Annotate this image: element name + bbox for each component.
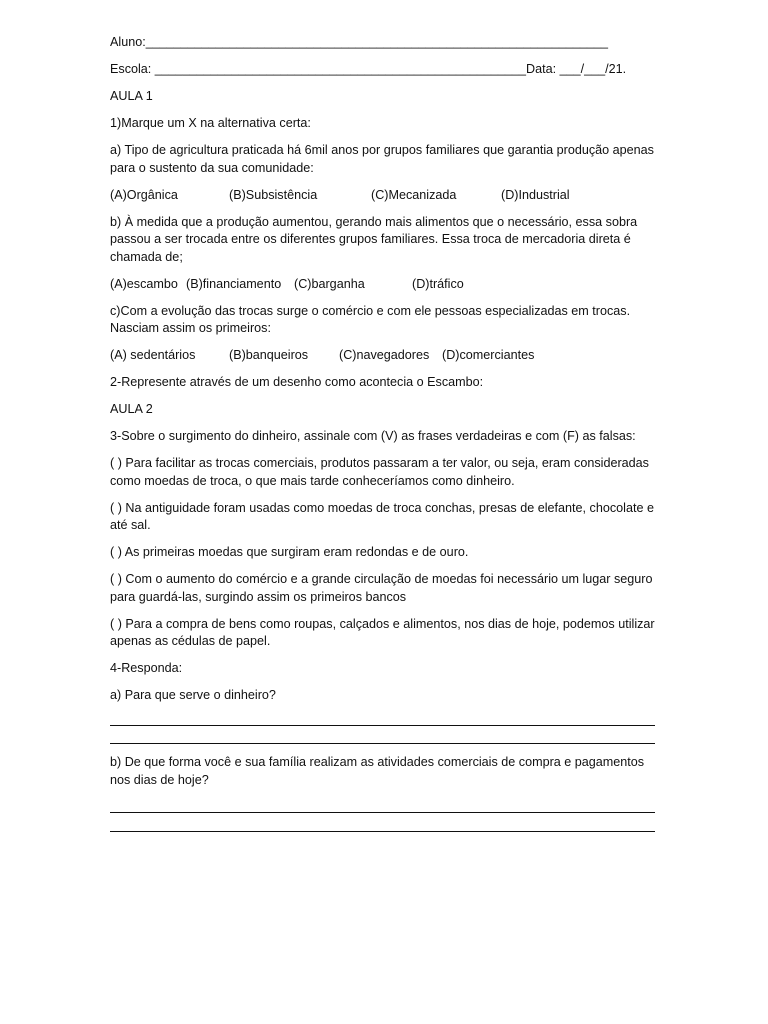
option-1a-c[interactable]: (C)Mecanizada [371, 187, 457, 202]
question-3-item-5[interactable]: ( ) Para a compra de bens como roupas, calçados e alimentos, nos dias de hoje, podemos utilizar apenas as cédulas de papel. [110, 616, 655, 648]
lesson-2-title: AULA 2 [110, 402, 153, 416]
option-1b-a[interactable]: (A)escambo [110, 276, 178, 291]
question-2-text: 2-Represente através de um desenho como acontecia o Escambo: [110, 375, 484, 389]
question-3-item-4[interactable]: ( ) Com o aumento do comércio e a grande circulação de moedas foi necessário um lugar seguro para guardá-las, surgindo assim os primeiros bancos [110, 572, 653, 604]
answer-line[interactable] [110, 708, 655, 726]
question-3-title: 3-Sobre o surgimento do dinheiro, assinale com (V) as frases verdadeiras e com (F) as falsas: [110, 429, 636, 443]
question-1b-options [110, 276, 658, 294]
worksheet-page [110, 34, 658, 842]
school-date-field[interactable]: Escola: _____________________________________________________Data: ___/___/21. [110, 62, 627, 76]
question-3-item-3[interactable]: ( ) As primeiras moedas que surgiram eram redondas e de ouro. [110, 545, 469, 559]
option-1c-d[interactable]: (D)comerciantes [442, 348, 535, 362]
question-4a-answer [110, 708, 658, 745]
question-1b-text: b) À medida que a produção aumentou, gerando mais alimentos que o necessário, essa sobra passou a ser trocada entre os diferentes grupos familiares. Essa troca de mercadoria direta é chamada de; [110, 214, 638, 264]
option-1a-a[interactable]: (A)Orgânica [110, 187, 178, 202]
question-1a-text: a) Tipo de agricultura praticada há 6mil anos por grupos familiares que garantia produção apenas para o sustento da sua comunidade: [110, 143, 654, 175]
question-4b-text: b) De que forma você e sua família realizam as atividades comerciais de compra e pagamentos nos dias de hoje? [110, 755, 645, 787]
option-1c-c[interactable]: (C)navegadores [339, 348, 430, 362]
question-1c-text: c)Com a evolução das trocas surge o comércio e com ele pessoas especializadas em trocas. Nasciam assim os primeiros: [110, 303, 631, 335]
question-4-title: 4-Responda: [110, 661, 183, 675]
option-1c-a[interactable]: (A) sedentários [110, 348, 196, 362]
option-1c-b[interactable]: (B)banqueiros [229, 348, 309, 362]
option-1b-c[interactable]: (C)barganha [294, 276, 365, 291]
lesson-1-title: AULA 1 [110, 89, 153, 103]
answer-line[interactable] [110, 726, 655, 745]
student-name-field[interactable]: Aluno:__________________________________________________________________ [110, 35, 608, 49]
option-1b-d[interactable]: (D)tráfico [412, 276, 464, 291]
question-4b-answer [110, 795, 658, 832]
question-3-item-1[interactable]: ( ) Para facilitar as trocas comerciais, produtos passaram a ter valor, ou seja, eram consideradas como moedas de troca, o que mais tarde conheceríamos como dinheiro. [110, 456, 649, 488]
question-3-item-2[interactable]: ( ) Na antiguidade foram usadas como moedas de troca conchas, presas de elefante, chocolate e até sal. [110, 500, 654, 532]
question-1-title: 1)Marque um X na alternativa certa: [110, 116, 311, 130]
question-1a-options [110, 187, 658, 205]
option-1a-d[interactable]: (D)Industrial [501, 187, 570, 202]
option-1b-b[interactable]: (B)financiamento [186, 276, 282, 291]
answer-line[interactable] [110, 813, 655, 832]
option-1a-b[interactable]: (B)Subsistência [229, 187, 318, 202]
question-4a-text: a) Para que serve o dinheiro? [110, 688, 276, 702]
question-1c-options [110, 347, 658, 365]
answer-line[interactable] [110, 795, 655, 813]
